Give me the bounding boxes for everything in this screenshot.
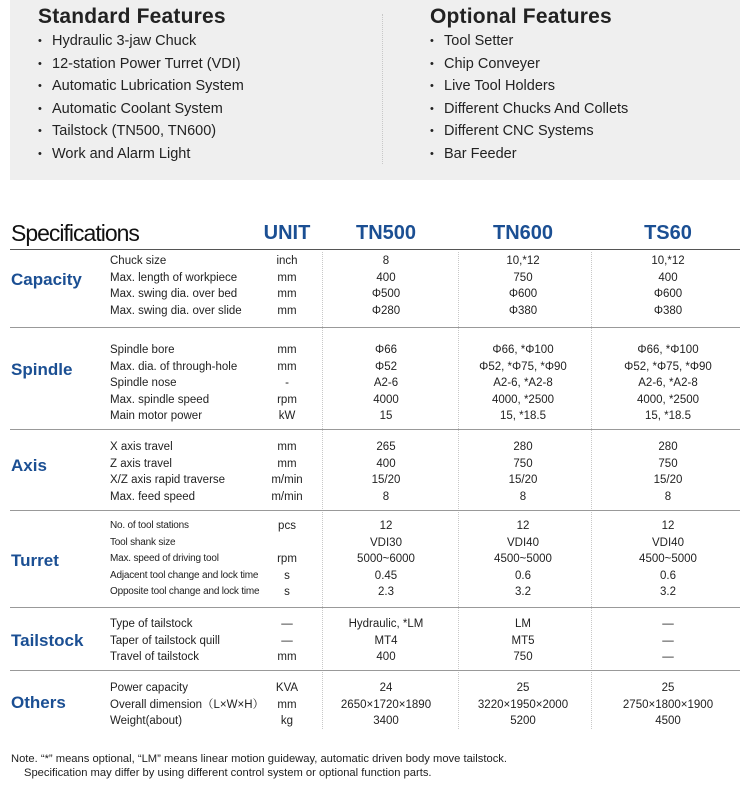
value-tn600: A2-6, *A2-8 (493, 377, 553, 390)
col-head-ts60: TS60 (644, 222, 692, 244)
value-tn500: 24 (379, 682, 393, 694)
standard-features-title: Standard Features (38, 5, 226, 28)
spec-unit: mm (277, 457, 297, 470)
spec-item: X axis travel (110, 441, 173, 453)
value-tn500: Φ66 (375, 344, 397, 356)
footnote-line: Note. “*” means optional, “LM” means linear motion guideway, automatic driven body move tailstock. (11, 753, 507, 765)
value-ts60: 4500 (655, 715, 681, 728)
value-tn600: 12 (516, 520, 530, 532)
value-tn500: MT4 (374, 634, 398, 647)
spec-item: Max. swing dia. over bed (110, 288, 238, 301)
value-ts60: 0.6 (660, 569, 676, 582)
group-separator (10, 327, 740, 328)
value-ts60: 4000, *2500 (636, 393, 700, 406)
value-tn600: 280 (513, 441, 533, 453)
table-row (0, 568, 750, 585)
value-tn600: 750 (513, 651, 533, 664)
table-row (0, 456, 750, 473)
table-row (0, 392, 750, 409)
table-row (0, 713, 750, 730)
value-ts60: 280 (658, 441, 678, 453)
value-tn600: 5200 (510, 715, 536, 728)
spec-unit: kg (280, 715, 294, 728)
group-label: Tailstock (11, 631, 84, 650)
value-tn500: 4000 (373, 393, 399, 406)
value-tn500: 15/20 (371, 474, 401, 487)
value-tn600: VDI40 (507, 536, 539, 549)
table-row (0, 439, 750, 456)
spec-item: Spindle nose (110, 377, 177, 390)
value-tn600: MT5 (511, 634, 535, 647)
group-label: Spindle (11, 360, 73, 379)
spec-unit: s (284, 586, 290, 599)
value-tn500: 2650×1720×1890 (340, 698, 432, 711)
value-tn600: 750 (513, 457, 533, 470)
table-row (0, 472, 750, 489)
table-row (0, 489, 750, 506)
feature-item: • Work and Alarm Light (38, 143, 368, 166)
spec-item: Weight(about) (110, 715, 183, 728)
spec-unit: mm (277, 441, 297, 453)
value-tn500: Hydraulic, *LM (348, 618, 424, 630)
group-label: Capacity (11, 270, 82, 289)
group-separator (10, 429, 740, 430)
value-tn600: 25 (516, 682, 530, 694)
table-row (0, 253, 750, 270)
table-row (0, 408, 750, 425)
table-row (0, 303, 750, 320)
value-tn600: 0.6 (515, 569, 531, 582)
value-ts60: 10,*12 (651, 255, 685, 267)
spec-unit: mm (277, 288, 297, 301)
table-row (0, 697, 750, 714)
spec-unit: m/min (271, 474, 303, 487)
value-tn500: 2.3 (378, 586, 394, 599)
feature-item: • Different Chucks And Collets (430, 98, 730, 121)
col-head-tn600: TN600 (492, 222, 554, 244)
value-tn600: 4500~5000 (494, 553, 552, 566)
spec-item: Max. swing dia. over slide (110, 304, 242, 317)
standard-features (38, 0, 368, 166)
value-ts60: 25 (661, 682, 675, 694)
value-tn500: VDI30 (370, 536, 402, 549)
table-row (0, 551, 750, 568)
value-tn500: 8 (382, 255, 390, 267)
spec-item: Max. spindle speed (110, 393, 210, 406)
footnote-line: Specification may differ by using different control system or optional function parts. (24, 767, 432, 779)
spec-item: No. of tool stations (110, 520, 189, 531)
spec-item: Spindle bore (110, 344, 175, 356)
value-ts60: — (662, 651, 674, 664)
value-ts60: — (662, 634, 674, 647)
spec-item: Max. feed speed (110, 490, 196, 503)
value-tn600: 3220×1950×2000 (477, 698, 569, 711)
spec-unit: s (284, 569, 290, 582)
value-ts60: 4500~5000 (639, 553, 697, 566)
spec-item: Power capacity (110, 682, 188, 694)
spec-item: Travel of tailstock (110, 651, 200, 664)
spec-unit: inch (276, 255, 298, 267)
value-tn600: 8 (519, 490, 527, 503)
value-tn600: Φ380 (508, 304, 538, 317)
value-tn500: 12 (379, 520, 393, 532)
spec-unit: — (281, 634, 293, 647)
value-tn600: 4000, *2500 (491, 393, 555, 406)
table-row (0, 584, 750, 601)
table-row (0, 375, 750, 392)
spec-unit: mm (277, 698, 297, 711)
spec-item: Tool shank size (110, 536, 176, 548)
feature-item: • Live Tool Holders (430, 75, 730, 98)
value-tn500: 8 (382, 490, 390, 503)
table-row (0, 518, 750, 535)
value-ts60: 15, *18.5 (644, 410, 692, 423)
spec-unit: mm (277, 271, 297, 284)
value-tn600: Φ52, *Φ75, *Φ90 (479, 360, 567, 373)
spec-item: Type of tailstock (110, 618, 193, 630)
value-tn600: 3.2 (515, 586, 531, 599)
value-tn600: Φ600 (508, 288, 538, 301)
value-ts60: 8 (664, 490, 672, 503)
value-ts60: VDI40 (652, 536, 684, 549)
value-tn600: LM (515, 618, 531, 630)
spec-item: Max. length of workpiece (110, 271, 238, 284)
value-ts60: 15/20 (653, 474, 683, 487)
value-ts60: Φ52, *Φ75, *Φ90 (624, 360, 712, 373)
spec-item: Opposite tool change and lock time (110, 586, 260, 598)
optional-features-list (430, 30, 730, 166)
value-tn600: 10,*12 (506, 255, 540, 267)
value-ts60: 3.2 (660, 586, 676, 599)
value-tn600: 15/20 (508, 474, 538, 487)
spec-item: X/Z axis rapid traverse (110, 474, 226, 487)
table-row (0, 342, 750, 359)
spec-item: Overall dimension（L×W×H） (110, 698, 265, 711)
optional-features (430, 0, 730, 166)
spec-unit: KVA (275, 682, 299, 694)
spec-title: Specifications (11, 220, 139, 246)
value-ts60: Φ380 (653, 304, 683, 317)
col-head-tn500: TN500 (355, 222, 417, 244)
value-tn500: 3400 (373, 715, 399, 728)
feature-item: • Hydraulic 3-jaw Chuck (38, 30, 368, 53)
value-ts60: — (662, 618, 674, 630)
table-row (0, 359, 750, 376)
spec-item: Taper of tailstock quill (110, 634, 220, 647)
group-separator (10, 607, 740, 608)
spec-header (0, 218, 750, 248)
spec-item: Max. speed of driving tool (110, 553, 219, 565)
table-row (0, 286, 750, 303)
features-divider (382, 14, 383, 164)
value-ts60: A2-6, *A2-8 (638, 377, 698, 390)
spec-item: Chuck size (110, 255, 167, 267)
value-tn500: 400 (376, 651, 396, 664)
feature-item: • Tailstock (TN500, TN600) (38, 120, 368, 143)
group-label: Turret (11, 551, 59, 570)
table-row (0, 270, 750, 287)
spec-item: Max. dia. of through-hole (110, 360, 238, 373)
spec-unit: rpm (277, 393, 297, 406)
value-ts60: 12 (661, 520, 675, 532)
optional-features-title: Optional Features (430, 5, 612, 28)
value-tn500: A2-6 (373, 377, 399, 390)
spec-unit: kW (278, 410, 296, 423)
feature-item: • Different CNC Systems (430, 120, 730, 143)
value-tn600: Φ66, *Φ100 (492, 344, 554, 356)
value-ts60: 400 (658, 271, 678, 284)
value-ts60: 2750×1800×1900 (622, 698, 714, 711)
spec-unit: mm (277, 651, 297, 664)
spec-unit: mm (277, 344, 297, 356)
value-tn500: Φ52 (375, 360, 397, 373)
spec-unit: mm (277, 304, 297, 317)
spec-item: Adjacent tool change and lock time (110, 569, 259, 581)
value-tn600: 15, *18.5 (499, 410, 547, 423)
spec-unit: mm (277, 360, 297, 373)
group-separator (10, 670, 740, 671)
value-ts60: Φ66, *Φ100 (637, 344, 699, 356)
header-rule (10, 249, 740, 250)
feature-item: • Tool Setter (430, 30, 730, 53)
standard-features-list (38, 30, 368, 166)
table-row (0, 616, 750, 633)
feature-item: • Bar Feeder (430, 143, 730, 166)
footnote (11, 752, 741, 780)
value-ts60: Φ600 (653, 288, 683, 301)
value-tn500: 5000~6000 (357, 553, 415, 566)
value-tn500: 400 (376, 457, 396, 470)
col-head-unit: UNIT (263, 222, 311, 244)
value-tn500: Φ500 (371, 288, 401, 301)
features-panel (10, 0, 740, 180)
spec-item: Main motor power (110, 410, 203, 423)
spec-unit: rpm (277, 553, 297, 566)
spec-item: Z axis travel (110, 457, 172, 470)
group-label: Others (11, 693, 66, 712)
group-label: Axis (11, 456, 47, 475)
value-tn600: 750 (513, 271, 533, 284)
value-ts60: 750 (658, 457, 678, 470)
value-tn500: 265 (376, 441, 396, 453)
value-tn500: 15 (379, 410, 393, 423)
feature-item: • Automatic Coolant System (38, 98, 368, 121)
spec-unit: pcs (278, 520, 296, 532)
feature-item: • Chip Conveyer (430, 53, 730, 76)
table-row (0, 649, 750, 666)
value-tn500: 400 (376, 271, 396, 284)
table-row (0, 680, 750, 697)
spec-unit: m/min (271, 490, 303, 503)
feature-item: • Automatic Lubrication System (38, 75, 368, 98)
table-row (0, 535, 750, 552)
feature-item: • 12-station Power Turret (VDI) (38, 53, 368, 76)
table-row (0, 633, 750, 650)
spec-unit: - (285, 377, 289, 390)
spec-unit: — (281, 618, 293, 630)
value-tn500: 0.45 (374, 569, 398, 582)
group-separator (10, 510, 740, 511)
value-tn500: Φ280 (371, 304, 401, 317)
